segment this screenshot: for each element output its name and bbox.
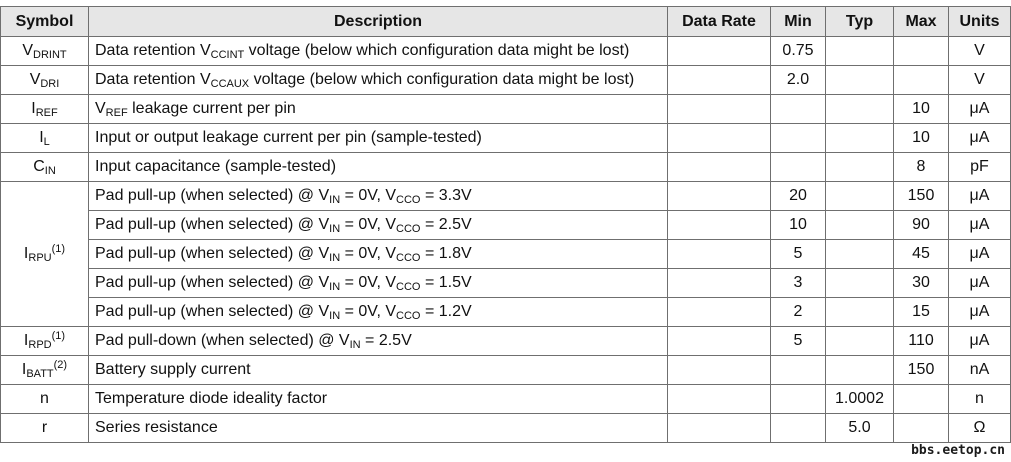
table-row [1,182,1011,211]
min-cell: 10 [771,211,826,240]
typ-cell [826,298,894,327]
units-cell: μA [949,95,1011,124]
units-cell: μA [949,298,1011,327]
data-rate-cell [668,37,771,66]
data-rate-cell [668,240,771,269]
typ-cell [826,95,894,124]
units-cell: pF [949,153,1011,182]
symbol-text: V [29,71,41,88]
max-cell: 8 [894,153,949,182]
data-rate-cell [668,124,771,153]
max-cell: 10 [894,95,949,124]
description-cell [89,298,668,327]
description-text: voltage (below which configuration data might be lost) [244,42,630,59]
header-max: Max [894,7,949,37]
description-text: = 1.5V [420,274,472,291]
header-units: Units [949,7,1011,37]
symbol-cell [1,153,89,182]
data-rate-cell [668,356,771,385]
header-symbol: Symbol [1,7,89,37]
typ-cell [826,269,894,298]
typ-cell [826,356,894,385]
description-text: = 0V, V [340,187,397,204]
min-cell: 2.0 [771,66,826,95]
footnote-ref: (1) [51,330,66,342]
description-cell [89,182,668,211]
description-text: = 2.5V [420,216,472,233]
dc-characteristics-table [0,6,1011,443]
units-cell: μA [949,327,1011,356]
units-cell: μA [949,124,1011,153]
min-cell [771,124,826,153]
symbol-text: I [23,332,29,349]
symbol-subscript: BATT [26,368,54,380]
description-text: = 0V, V [340,245,397,262]
description-cell [89,95,668,124]
symbol-cell [1,124,89,153]
max-cell: 150 [894,182,949,211]
footnote-ref: (1) [51,243,66,255]
table-row [1,211,1011,240]
description-subscript: CCO [396,281,421,293]
description-cell [89,240,668,269]
data-rate-cell [668,298,771,327]
description-text: V [95,100,106,117]
symbol-text: V [22,42,34,59]
units-cell: Ω [949,414,1011,443]
data-rate-cell [668,269,771,298]
header-description: Description [89,7,668,37]
description-text: = 1.8V [420,245,472,262]
description-cell [89,211,668,240]
description-text: voltage (below which configuration data might be lost) [249,71,635,88]
description-cell [89,327,668,356]
max-cell: 110 [894,327,949,356]
max-cell: 90 [894,211,949,240]
description-subscript: REF [105,107,128,119]
typ-cell: 5.0 [826,414,894,443]
table-row [1,298,1011,327]
table-row [1,37,1011,66]
symbol-cell [1,356,89,385]
symbol-cell [1,182,89,327]
description-text: Pad pull-up (when selected) @ V [95,274,330,291]
symbol-text: I [21,361,27,378]
description-subscript: IN [329,252,341,264]
header-row [1,7,1011,37]
description-text: Data retention V [95,42,211,59]
symbol-cell [1,66,89,95]
description-text: Pad pull-up (when selected) @ V [95,303,330,320]
description-text: leakage current per pin [127,100,296,117]
description-text: = 0V, V [340,216,397,233]
description-subscript: CCO [396,310,421,322]
max-cell [894,66,949,95]
typ-cell [826,124,894,153]
min-cell [771,95,826,124]
units-cell: V [949,66,1011,95]
data-rate-cell [668,153,771,182]
data-rate-cell [668,182,771,211]
typ-cell [826,182,894,211]
symbol-subscript: DRI [40,78,60,90]
units-cell: μA [949,240,1011,269]
symbol-subscript: RPD [28,339,52,351]
description-subscript: IN [349,339,361,351]
symbol-subscript: RPU [28,252,52,264]
description-text: = 1.2V [420,303,472,320]
table-row [1,414,1011,443]
table-row [1,95,1011,124]
description-text: Pad pull-up (when selected) @ V [95,187,330,204]
symbol-subscript: DRINT [33,49,67,61]
symbol-text: I [31,100,36,117]
table-row [1,153,1011,182]
units-cell: V [949,37,1011,66]
description-text: Pad pull-up (when selected) @ V [95,216,330,233]
max-cell [894,414,949,443]
typ-cell [826,153,894,182]
typ-cell [826,327,894,356]
max-cell: 10 [894,124,949,153]
symbol-text: C [33,158,45,175]
watermark: bbs.eetop.cn [911,443,1005,458]
description-cell [89,66,668,95]
data-rate-cell [668,95,771,124]
description-subscript: IN [329,194,341,206]
description-text: = 0V, V [340,303,397,320]
data-rate-cell [668,211,771,240]
description-subscript: IN [329,223,341,235]
table-row [1,385,1011,414]
max-cell [894,385,949,414]
description-cell: Temperature diode ideality factor [89,385,668,414]
min-cell: 0.75 [771,37,826,66]
typ-cell: 1.0002 [826,385,894,414]
description-cell: Input or output leakage current per pin (sample-tested) [89,124,668,153]
min-cell [771,153,826,182]
symbol-subscript: IN [44,165,56,177]
units-cell: μA [949,211,1011,240]
min-cell: 3 [771,269,826,298]
description-subscript: CCO [396,194,421,206]
data-rate-cell [668,66,771,95]
description-text: = 0V, V [340,274,397,291]
description-cell: Input capacitance (sample-tested) [89,153,668,182]
data-rate-cell [668,385,771,414]
table-row [1,66,1011,95]
symbol-cell [1,95,89,124]
units-cell: μA [949,269,1011,298]
max-cell: 150 [894,356,949,385]
symbol-cell [1,327,89,356]
max-cell: 30 [894,269,949,298]
description-subscript: CCAUX [210,78,250,90]
description-subscript: IN [329,281,341,293]
typ-cell [826,37,894,66]
data-rate-cell [668,414,771,443]
symbol-text: I [39,129,44,146]
symbol-subscript: REF [35,107,58,119]
symbol-cell: r [1,414,89,443]
description-text: Pad pull-down (when selected) @ V [95,332,350,349]
symbol-subscript: L [43,136,50,148]
description-cell: Series resistance [89,414,668,443]
description-subscript: CCINT [210,49,245,61]
min-cell [771,356,826,385]
max-cell: 15 [894,298,949,327]
typ-cell [826,211,894,240]
header-min: Min [771,7,826,37]
description-cell [89,37,668,66]
min-cell: 20 [771,182,826,211]
max-cell: 45 [894,240,949,269]
table-row [1,327,1011,356]
header-typ: Typ [826,7,894,37]
symbol-cell [1,37,89,66]
units-cell: nA [949,356,1011,385]
footnote-ref: (2) [53,359,68,371]
symbol-text: I [23,245,29,262]
typ-cell [826,240,894,269]
min-cell [771,385,826,414]
units-cell: μA [949,182,1011,211]
description-cell: Battery supply current [89,356,668,385]
header-data-rate: Data Rate [668,7,771,37]
min-cell: 2 [771,298,826,327]
max-cell [894,37,949,66]
description-text: Data retention V [95,71,211,88]
table-row [1,124,1011,153]
description-subscript: CCO [396,252,421,264]
min-cell [771,414,826,443]
description-text: = 3.3V [420,187,472,204]
table-row [1,269,1011,298]
description-subscript: CCO [396,223,421,235]
symbol-cell: n [1,385,89,414]
description-subscript: IN [329,310,341,322]
description-text: = 2.5V [360,332,412,349]
description-cell [89,269,668,298]
min-cell: 5 [771,327,826,356]
table-row [1,356,1011,385]
typ-cell [826,66,894,95]
description-text: Pad pull-up (when selected) @ V [95,245,330,262]
table-row [1,240,1011,269]
min-cell: 5 [771,240,826,269]
data-rate-cell [668,327,771,356]
units-cell: n [949,385,1011,414]
